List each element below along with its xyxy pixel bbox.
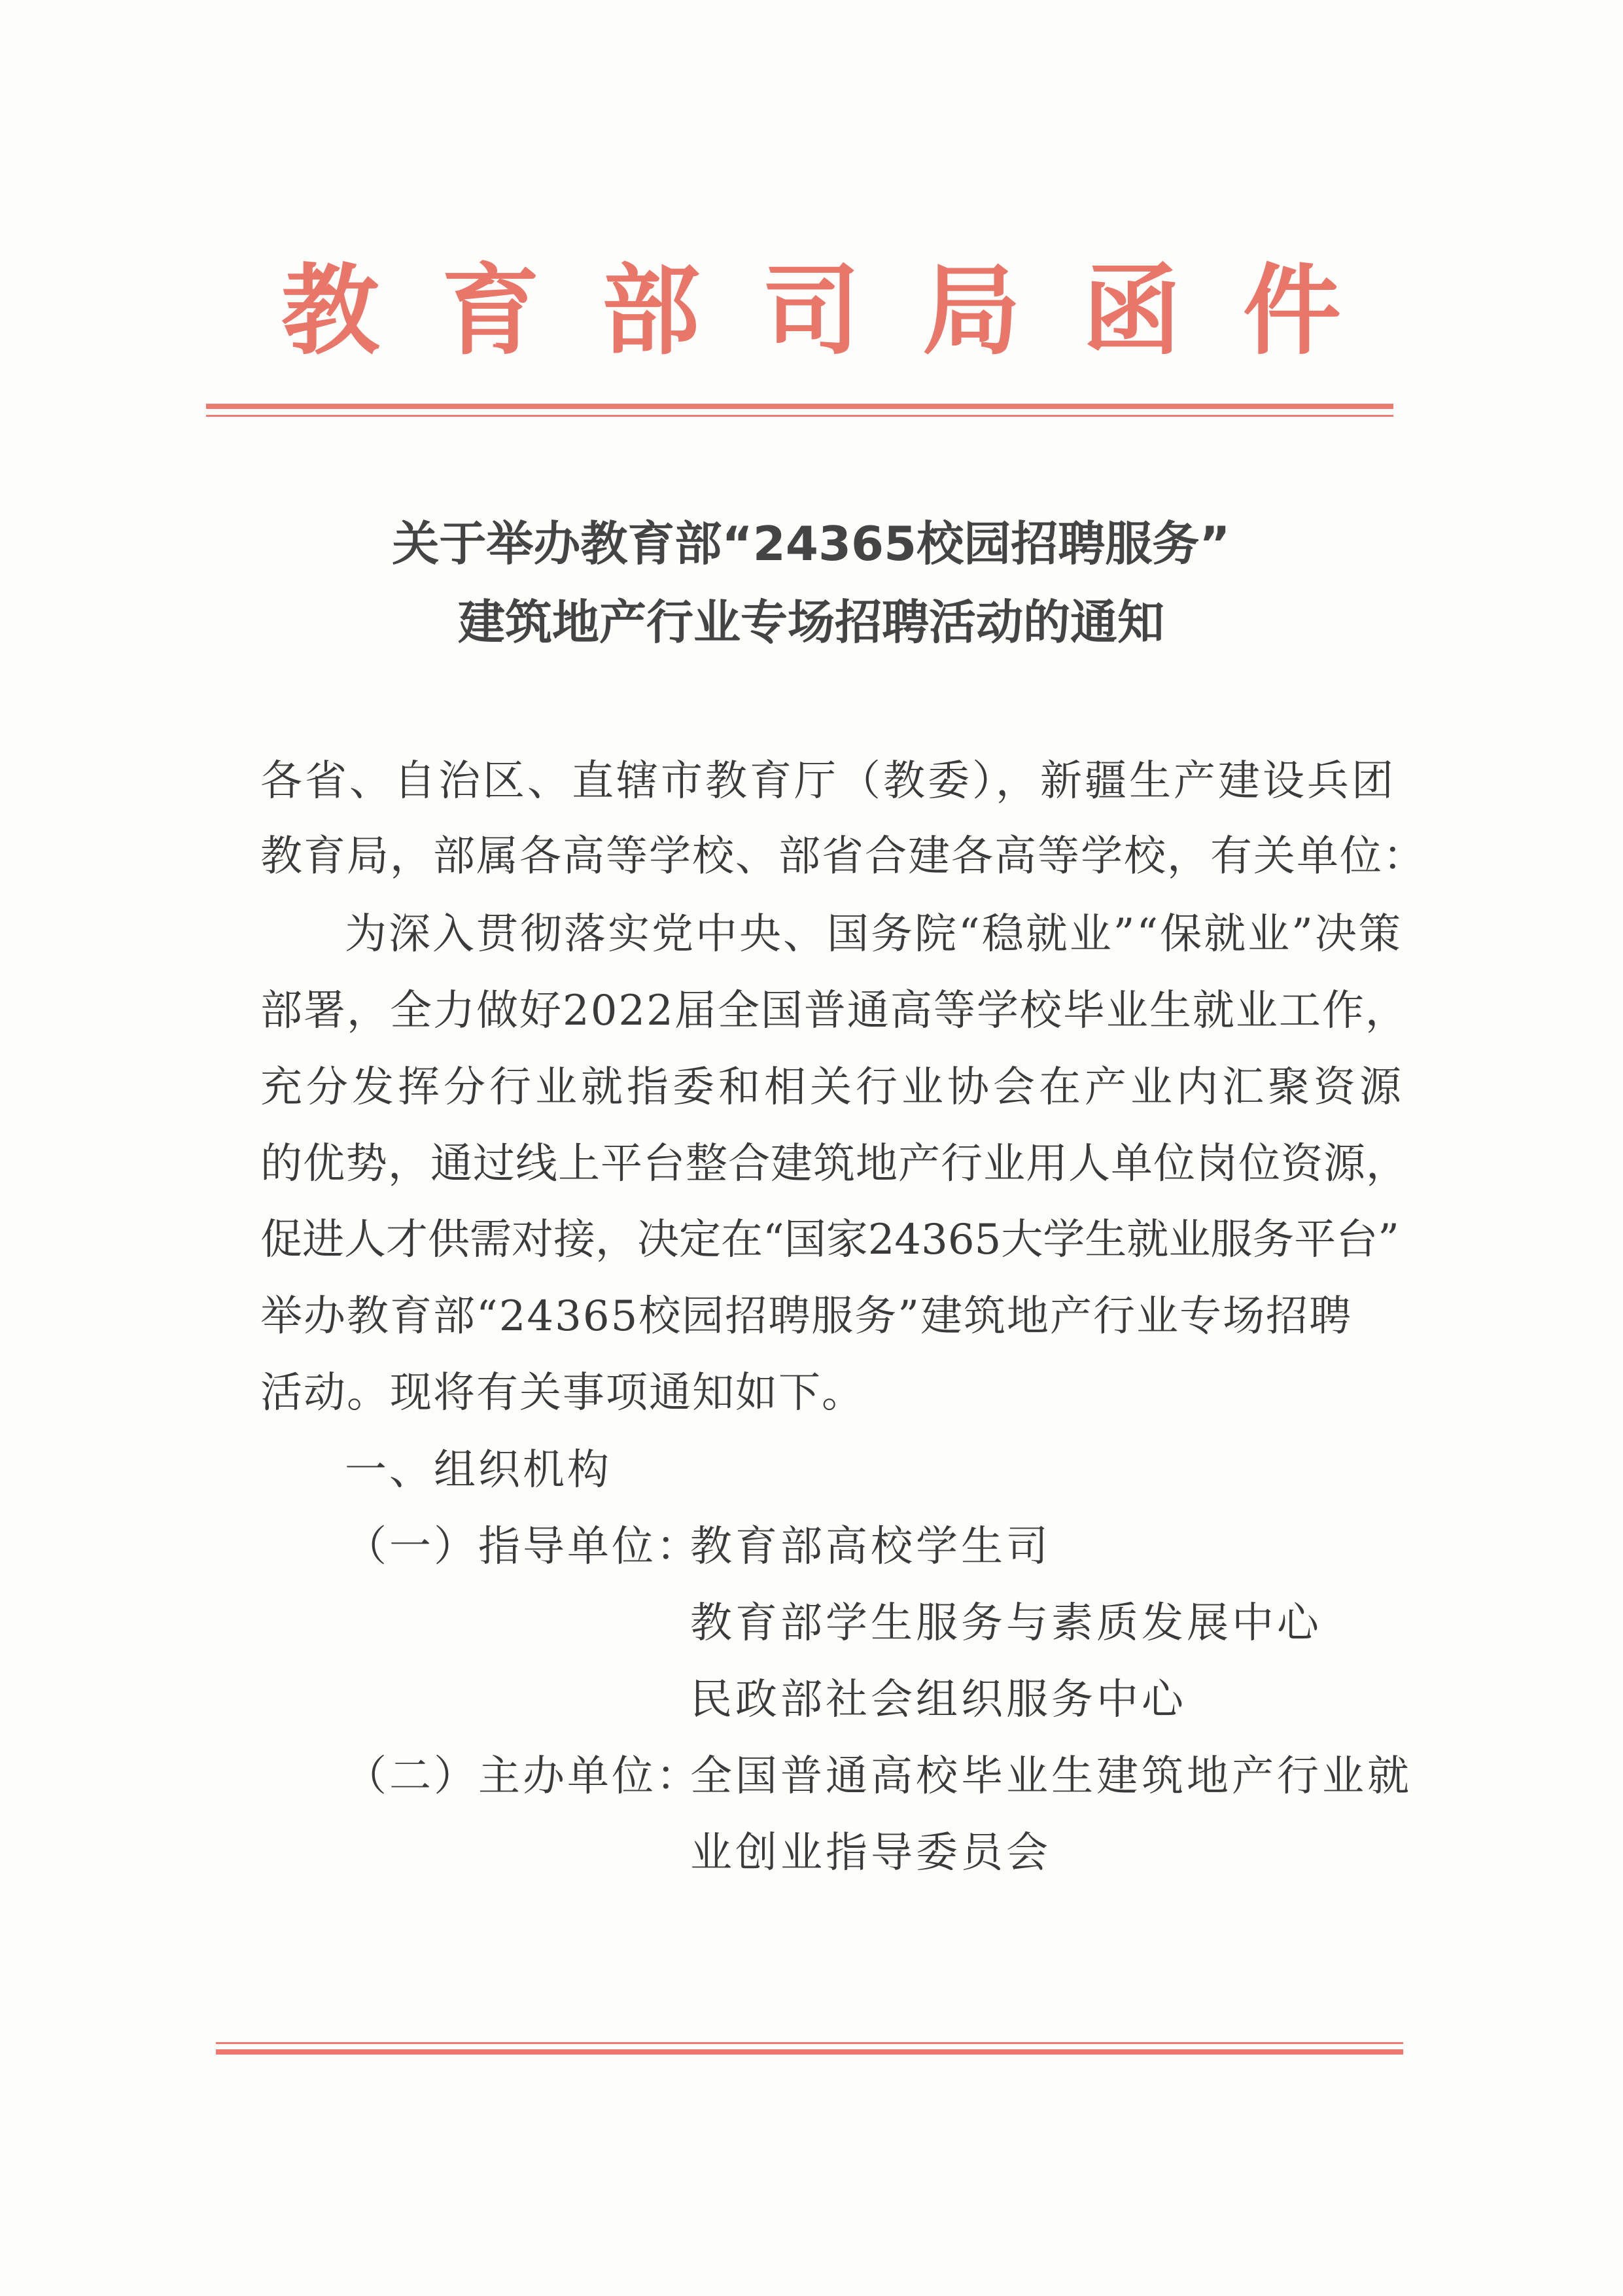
guide-unit: 教育部学生服务与素质发展中心	[690, 1599, 1322, 1648]
top-rule-thin	[206, 415, 1393, 417]
paragraph-line: 部署，全力做好2022届全国普通高等学校毕业生就业工作，	[260, 987, 1408, 1035]
addressee-text: 各省、自治区、直辖市教育厅（教委），新疆生产建设兵团	[260, 757, 1396, 805]
host-unit: 业创业指导委员会	[690, 1829, 1051, 1877]
letterhead-char: 育	[441, 253, 540, 368]
document-title-line1: 关于举办教育部“24365校园招聘服务”	[392, 516, 1230, 571]
bottom-rule-thick	[216, 2049, 1403, 2055]
letterhead-char: 件	[1242, 253, 1341, 368]
letterhead-char: 函	[1082, 253, 1181, 368]
paragraph-line: 的优势，通过线上平台整合建筑地产行业用人单位岗位资源，	[260, 1140, 1408, 1188]
letterhead-title	[281, 252, 1341, 370]
letterhead-char: 部	[601, 253, 700, 368]
letterhead-char: 教	[281, 253, 380, 368]
top-rule-thick	[206, 404, 1393, 409]
paragraph-line: 活动。现将有关事项通知如下。	[260, 1369, 865, 1417]
paragraph-line: 为深入贯彻落实党中央、国务院“稳就业”“保就业”决策	[345, 910, 1403, 959]
host-label: （二）主办单位：	[345, 1752, 701, 1801]
addressee-line: 教育局，部属各高等学校、部省合建各高等学校，有关单位：	[260, 832, 1426, 881]
paragraph-line: 促进人才供需对接，决定在“国家24365大学生就业服务平台”	[260, 1216, 1400, 1264]
addressee-line	[260, 757, 1396, 805]
guide-unit: 教育部高校学生司	[690, 1523, 1051, 1571]
guide-unit: 民政部社会组织服务中心	[690, 1676, 1187, 1724]
document-title-line2: 建筑地产行业专场招聘活动的通知	[457, 595, 1164, 650]
paragraph-line: 充分发挥分行业就指委和相关行业协会在产业内汇聚资源	[260, 1063, 1405, 1112]
letterhead-char: 局	[922, 253, 1021, 368]
host-unit: 全国普通高校毕业生建筑地产行业就	[690, 1752, 1412, 1801]
bottom-rule-thin	[216, 2042, 1403, 2044]
paragraph-line: 举办教育部“24365校园招聘服务”建筑地产行业专场招聘	[260, 1292, 1353, 1341]
section-heading: 一、组织机构	[345, 1446, 612, 1494]
guide-label: （一）指导单位：	[345, 1523, 701, 1571]
letterhead-char: 司	[761, 253, 860, 368]
